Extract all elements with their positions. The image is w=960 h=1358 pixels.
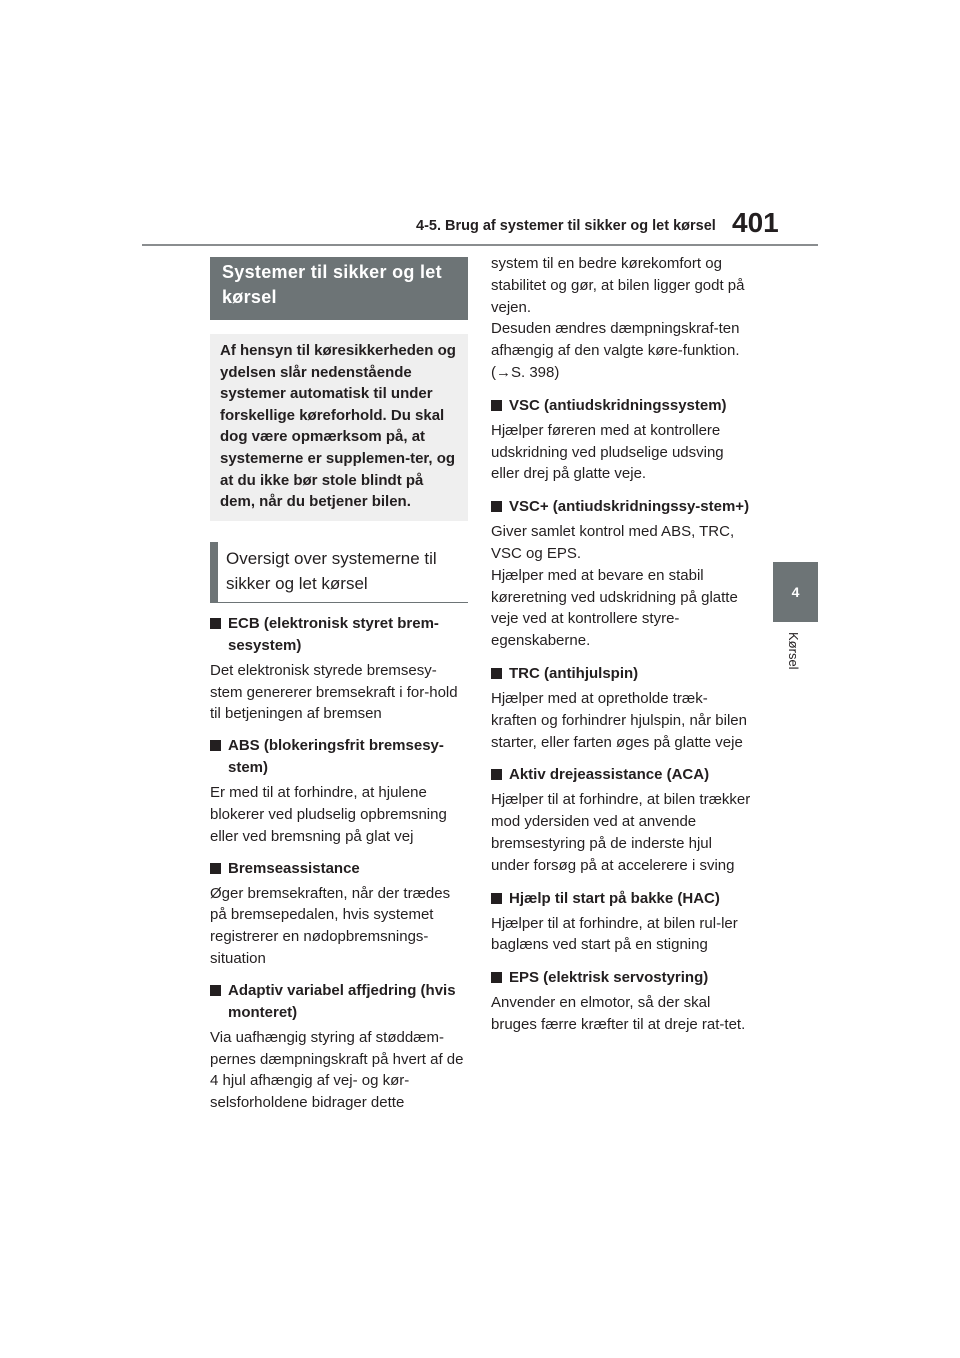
page-number: 401 [732, 207, 779, 238]
left-item-list [210, 613, 468, 1114]
square-bullet-icon [491, 769, 502, 780]
item-description: Hjælper til at forhindre, at bilen trækker mod ydersiden ved at anvende bremsestyring på de inderste hjul under forsøg på at accelerere i sving [491, 791, 751, 874]
item-description: Giver samlet kontrol med ABS, TRC, VSC og EPS. Hjælper med at bevare en stabil køreretning ved udskridning på glatte veje ved at kontrollere styre-egenskaberne. [491, 523, 738, 650]
item-description: Det elektronisk styrede bremsesy-stem genererer bremsekraft i for-hold til betjeningen af bremsen [210, 661, 458, 723]
header-divider [142, 244, 818, 246]
list-item [491, 888, 753, 957]
item-description: Hjælper med at opretholde træk-kraften og forhindrer hjulspin, når bilen starter, eller farten øges på glatte veje [491, 689, 747, 751]
list-item [210, 858, 468, 970]
square-bullet-icon [491, 668, 502, 679]
chapter-tab[interactable]: 4 [773, 562, 818, 622]
chapter-label: Kørsel [786, 632, 801, 670]
item-title: VSC+ (antiudskridningssy-stem+) [491, 496, 753, 518]
square-bullet-icon [210, 740, 221, 751]
item-description: Er med til at forhindre, at hjulene blokerer ved pludselig opbremsning eller ved bremsning på glat vej [210, 784, 447, 845]
item-title: Aktiv drejeassistance (ACA) [491, 764, 753, 786]
list-item [491, 967, 753, 1036]
section-heading: Systemer til sikker og let kørsel [210, 257, 468, 320]
square-bullet-icon [491, 972, 502, 983]
square-bullet-icon [210, 985, 221, 996]
square-bullet-icon [210, 618, 221, 629]
right-column [491, 253, 753, 1036]
item-title: Hjælp til start på bakke (HAC) [491, 888, 753, 910]
list-item [210, 735, 468, 847]
item-description: Via uafhængig styring af støddæm-pernes dæmpningskraft på hvert af de 4 hjul afhængig af vej- og kør-selsforholdene bidrager dette [210, 1028, 464, 1112]
item-title: TRC (antihjulspin) [491, 663, 753, 685]
section-header-title: 4-5. Brug af systemer til sikker og let kørsel [416, 218, 716, 234]
item-description: Øger bremsekraften, når der trædes på bremsepedalen, hvis systemet registrerer en nødopbremsnings-situation [210, 884, 451, 967]
subsection-heading: Oversigt over systemerne til sikker og let kørsel [210, 542, 468, 603]
item-description: Hjælper til at forhindre, at bilen rul-ler baglæns ved start på en stigning [491, 914, 738, 954]
item-description: Anvender en elmotor, så der skal bruges færre kræfter til at dreje rat-tet. [491, 994, 746, 1033]
item-title: ECB (elektronisk styret brem-sesystem) [210, 613, 468, 657]
list-item [210, 613, 468, 725]
intro-box: Af hensyn til køresikkerheden og ydelsen slår nedenstående systemer automatisk til under forskellige køreforhold. Du skal dog være opmærksom på, at systemerne er supplemen-ter, og at du ikke bør stole blindt på dem, når du betjener bilen. [210, 334, 468, 521]
square-bullet-icon [491, 501, 502, 512]
left-column [210, 257, 468, 1124]
list-item [210, 980, 468, 1114]
item-title: VSC (antiudskridningssystem) [491, 395, 753, 417]
item-title: ABS (blokeringsfrit bremsesy-stem) [210, 735, 468, 779]
square-bullet-icon [210, 863, 221, 874]
square-bullet-icon [491, 400, 502, 411]
item-title: EPS (elektrisk servostyring) [491, 967, 753, 989]
item-title: Bremseassistance [210, 858, 468, 880]
list-item [491, 395, 753, 485]
item-title: Adaptiv variabel affjedring (hvis monteret) [210, 980, 468, 1024]
continued-text: system til en bedre kørekomfort og stabilitet og gør, at bilen ligger godt på vejen. Desuden ændres dæmpningskraf-ten afhængig af den valgte køre-funktion. (→S. 398) [491, 255, 745, 381]
list-item [491, 496, 753, 652]
list-item [491, 663, 753, 753]
item-description: Hjælper føreren med at kontrollere udskridning ved pludselige udsving eller drej på glatte veje. [491, 421, 724, 483]
list-item [491, 764, 753, 876]
square-bullet-icon [491, 893, 502, 904]
